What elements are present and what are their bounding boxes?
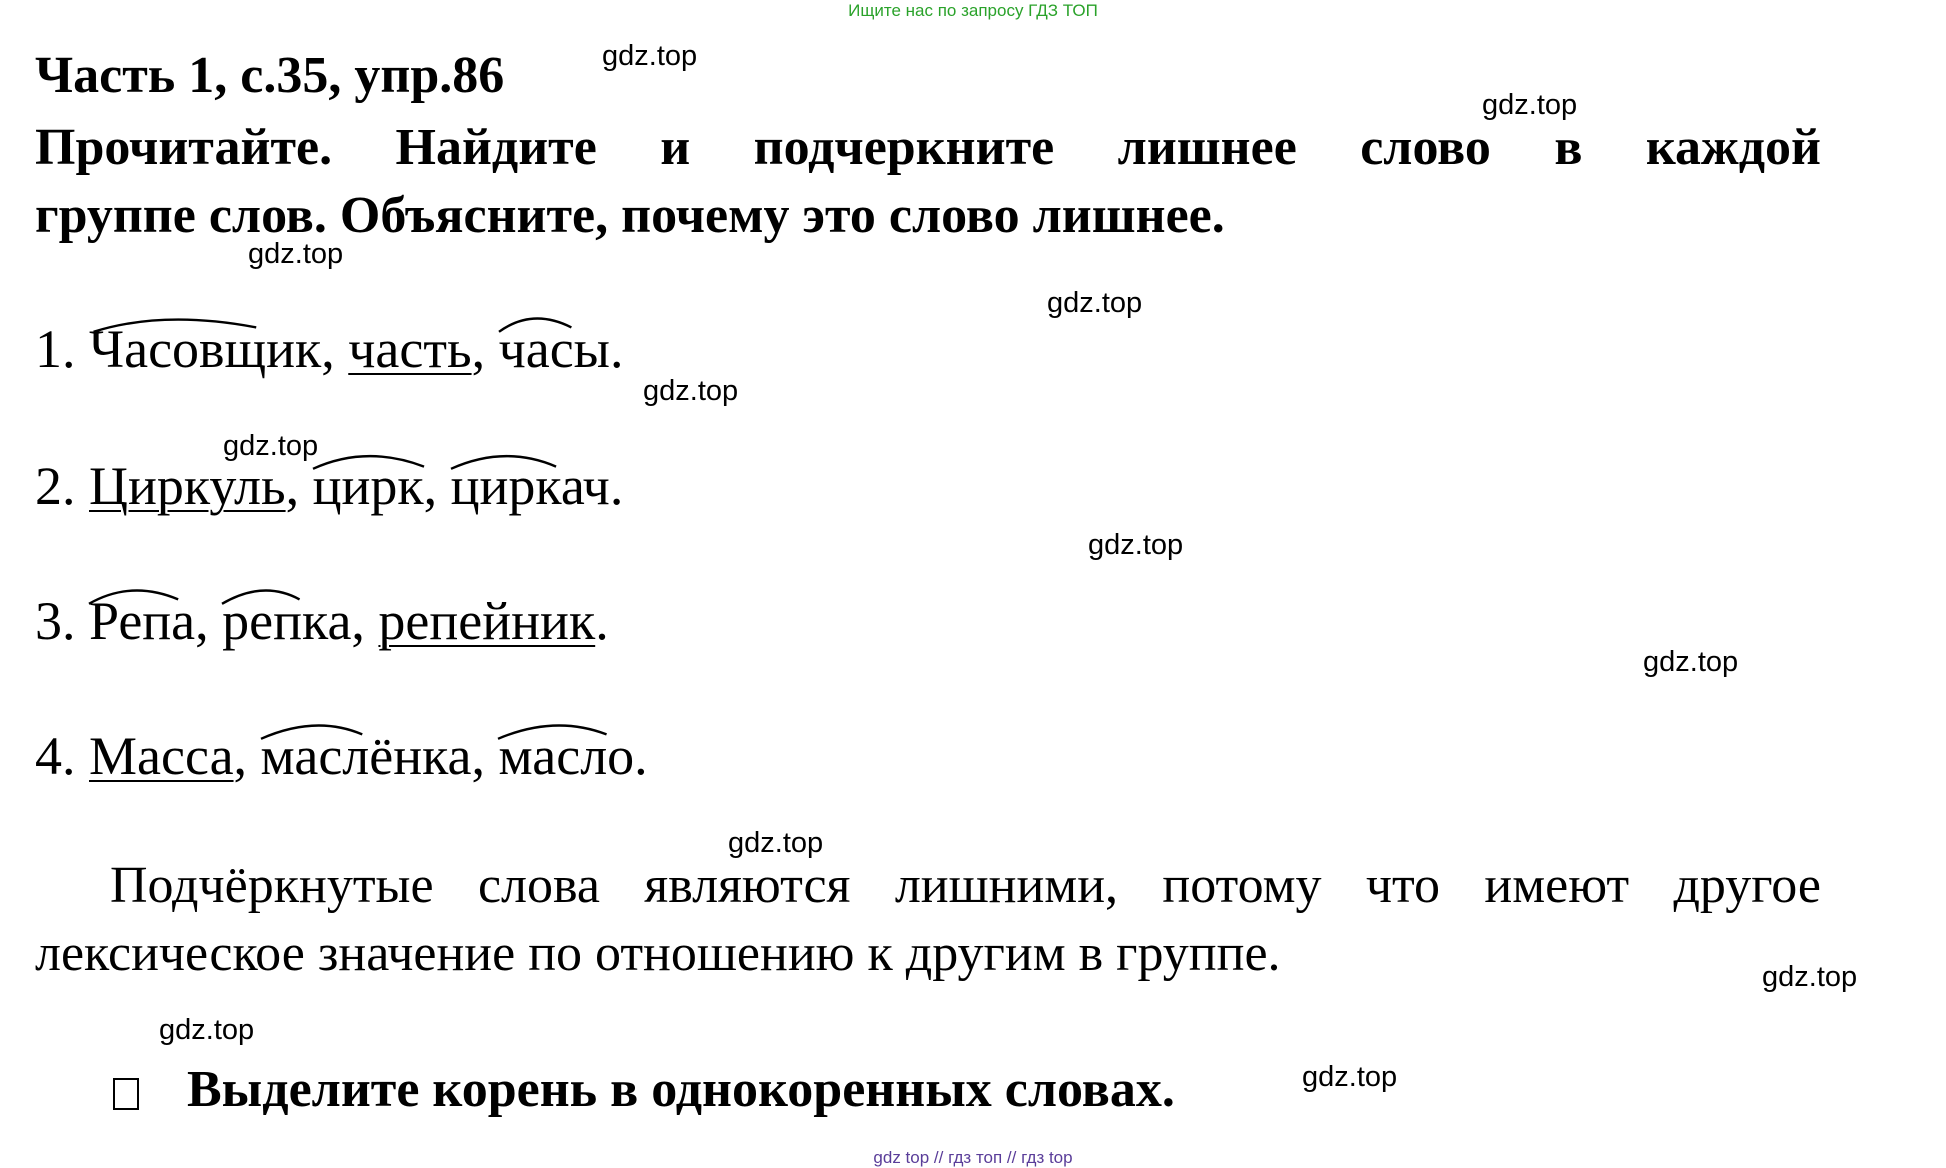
item-number: 1. (35, 319, 76, 379)
word-root-marked: часы (499, 318, 610, 380)
separator: , (321, 319, 349, 379)
watermark: gdz.top (1643, 646, 1739, 678)
explanation-line-1: Подчёркнутые слова являются лишними, потому что имеют другое (110, 857, 1821, 914)
word-root-marked: Репа (89, 590, 195, 652)
root-arc-icon (498, 719, 634, 741)
list-item-1 (35, 318, 623, 380)
root-arc-icon (261, 719, 472, 741)
watermark: gdz.top (1302, 1061, 1398, 1093)
explanation (35, 852, 1821, 988)
root-arc-icon (222, 584, 351, 606)
watermark: gdz.top (643, 375, 739, 407)
underlined-word: репейник (378, 591, 596, 651)
watermark: gdz.top (223, 430, 319, 462)
item-number: 3. (35, 591, 76, 651)
page-title: Часть 1, с.35, упр.86 (35, 47, 505, 104)
separator: , (423, 456, 451, 516)
watermark: gdz.top (1047, 287, 1143, 319)
watermark: gdz.top (728, 827, 824, 859)
top-banner[interactable]: Ищите нас по запросу ГДЗ ТОП (848, 1, 1098, 20)
underlined-word: часть (348, 319, 472, 379)
separator: , (285, 456, 313, 516)
root-arc-icon (313, 449, 424, 471)
task-line-1: Прочитайте. Найдите и подчеркните лишнее слово в каждой (35, 119, 1821, 176)
underlined-word: Масса (89, 726, 234, 786)
watermark: gdz.top (248, 238, 344, 270)
underlined-word: Циркуль (89, 456, 286, 516)
word-root-marked: масло (498, 725, 634, 787)
word-root-marked: маслёнка (261, 725, 472, 787)
period: . (595, 591, 609, 651)
explanation-line-2: лексическое значение по отношению к другим в группе. (35, 925, 1281, 982)
item-number: 2. (35, 456, 76, 516)
root-arc-icon (499, 312, 610, 334)
word-root-marked: цирк (313, 455, 424, 517)
separator: , (351, 591, 379, 651)
separator: , (471, 319, 499, 379)
separator: , (233, 726, 261, 786)
watermark: gdz.top (159, 1014, 255, 1046)
subtask-text: Выделите корень в однокоренных словах. (187, 1061, 1175, 1118)
watermark: gdz.top (602, 40, 698, 72)
period: . (609, 319, 624, 379)
period: . (634, 726, 648, 786)
period: . (609, 456, 624, 516)
list-item-3 (35, 590, 609, 652)
separator: , (471, 726, 499, 786)
watermark: gdz.top (1482, 89, 1578, 121)
footer-links[interactable]: gdz top // гдз топ // гдз top (873, 1148, 1073, 1167)
list-item-2 (35, 455, 623, 517)
root-arc-icon (451, 449, 610, 471)
task-line-2: группе слов. Объясните, почему это слово лишнее. (35, 187, 1225, 244)
watermark: gdz.top (1762, 961, 1858, 993)
word-root-marked: репка (222, 590, 351, 652)
root-arc-icon (89, 312, 321, 334)
word-root-marked: циркач (451, 455, 610, 517)
checkbox-icon (113, 1078, 139, 1110)
list-item-4 (35, 725, 648, 787)
root-arc-icon (89, 584, 195, 606)
item-number: 4. (35, 726, 76, 786)
task-instructions (35, 114, 1821, 250)
word-root-marked: Часовщик (89, 318, 321, 380)
separator: , (195, 591, 223, 651)
watermark: gdz.top (1088, 529, 1184, 561)
